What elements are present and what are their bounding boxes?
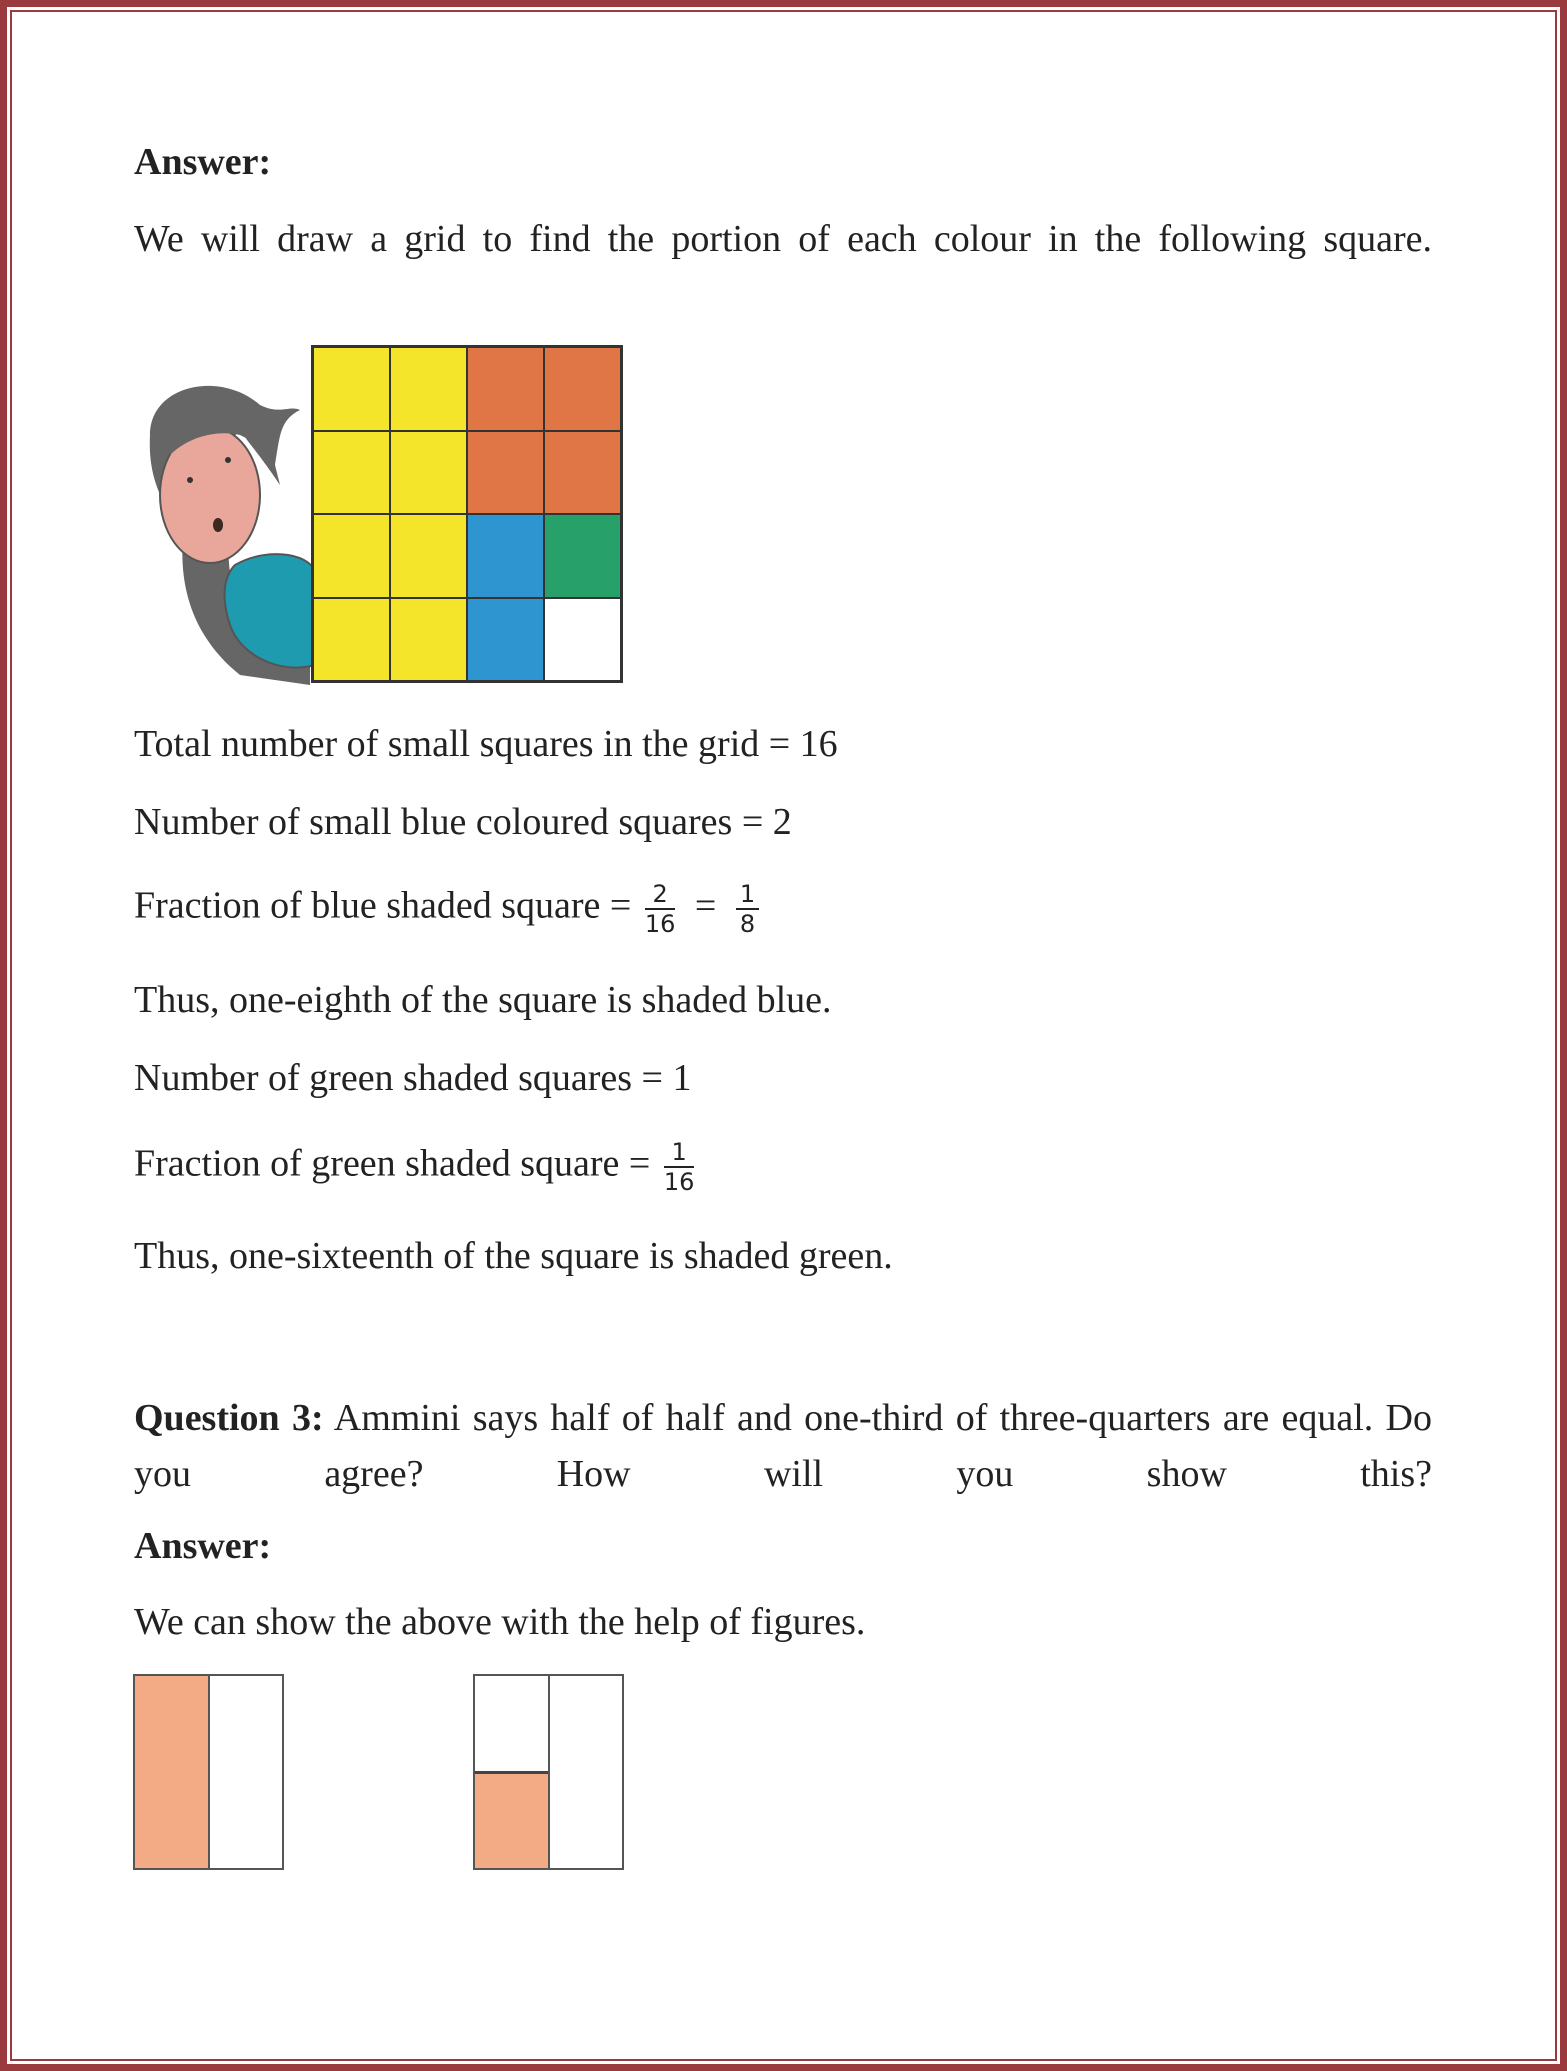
grid-cell	[467, 347, 544, 431]
question-text: Ammini says half of half and one-third of three-quarters are equal. Do you agree? How will you show this?	[134, 1397, 1432, 1495]
grid-cell	[467, 514, 544, 598]
colour-grid	[311, 345, 623, 683]
fraction-2-16	[645, 880, 676, 938]
shaded-quarter	[475, 1774, 548, 1869]
equals-sign: =	[694, 884, 717, 927]
grid-cell	[467, 431, 544, 515]
denominator: 16	[663, 1168, 695, 1196]
grid-cell	[390, 347, 467, 431]
answer-intro: We will draw a grid to find the portion of each colour in the following square.	[134, 218, 1432, 260]
question-label: Question 3:	[134, 1397, 324, 1439]
denominator: 8	[739, 910, 756, 938]
green-count-text: Number of green shaded squares = 1	[134, 1057, 692, 1099]
grid-cell	[544, 598, 621, 682]
green-conclusion: Thus, one-sixteenth of the square is shaded green.	[134, 1235, 893, 1277]
fraction-1-16	[664, 1138, 695, 1196]
quarter-figure	[473, 1674, 624, 1870]
grid-cell	[544, 347, 621, 431]
grid-cell	[313, 347, 390, 431]
grid-cell	[390, 514, 467, 598]
blue-fraction-line	[134, 880, 763, 938]
grid-cell	[467, 598, 544, 682]
answer-3-heading: Answer:	[134, 1525, 272, 1567]
blue-conclusion: Thus, one-eighth of the square is shaded blue.	[134, 979, 832, 1021]
grid-cell	[544, 514, 621, 598]
numerator: 1	[664, 1138, 695, 1168]
grid-cell	[313, 431, 390, 515]
grid-cell	[390, 598, 467, 682]
grid-cell	[313, 598, 390, 682]
shaded-half	[135, 1676, 210, 1868]
blue-fraction-label: Fraction of blue shaded square =	[134, 884, 632, 927]
unshaded-half	[210, 1676, 283, 1868]
grid-cell	[544, 431, 621, 515]
numerator: 2	[645, 880, 676, 910]
green-fraction-line	[134, 1138, 698, 1196]
grid-cell	[313, 514, 390, 598]
unshaded-quarter	[475, 1676, 548, 1774]
grid-cell	[390, 431, 467, 515]
green-fraction-label: Fraction of green shaded square =	[134, 1142, 651, 1185]
answer-heading: Answer:	[134, 141, 272, 183]
fraction-1-8	[736, 880, 759, 938]
unshaded-half	[550, 1676, 623, 1868]
numerator: 1	[736, 880, 759, 910]
girl-illustration	[130, 375, 330, 695]
left-half	[475, 1676, 550, 1868]
denominator: 16	[644, 910, 676, 938]
blue-count-text: Number of small blue coloured squares = 2	[134, 801, 792, 843]
total-squares-text: Total number of small squares in the grid = 16	[134, 723, 838, 765]
answer-3-intro: We can show the above with the help of figures.	[134, 1601, 866, 1643]
half-figure	[133, 1674, 284, 1870]
question-3	[134, 1390, 1432, 1502]
